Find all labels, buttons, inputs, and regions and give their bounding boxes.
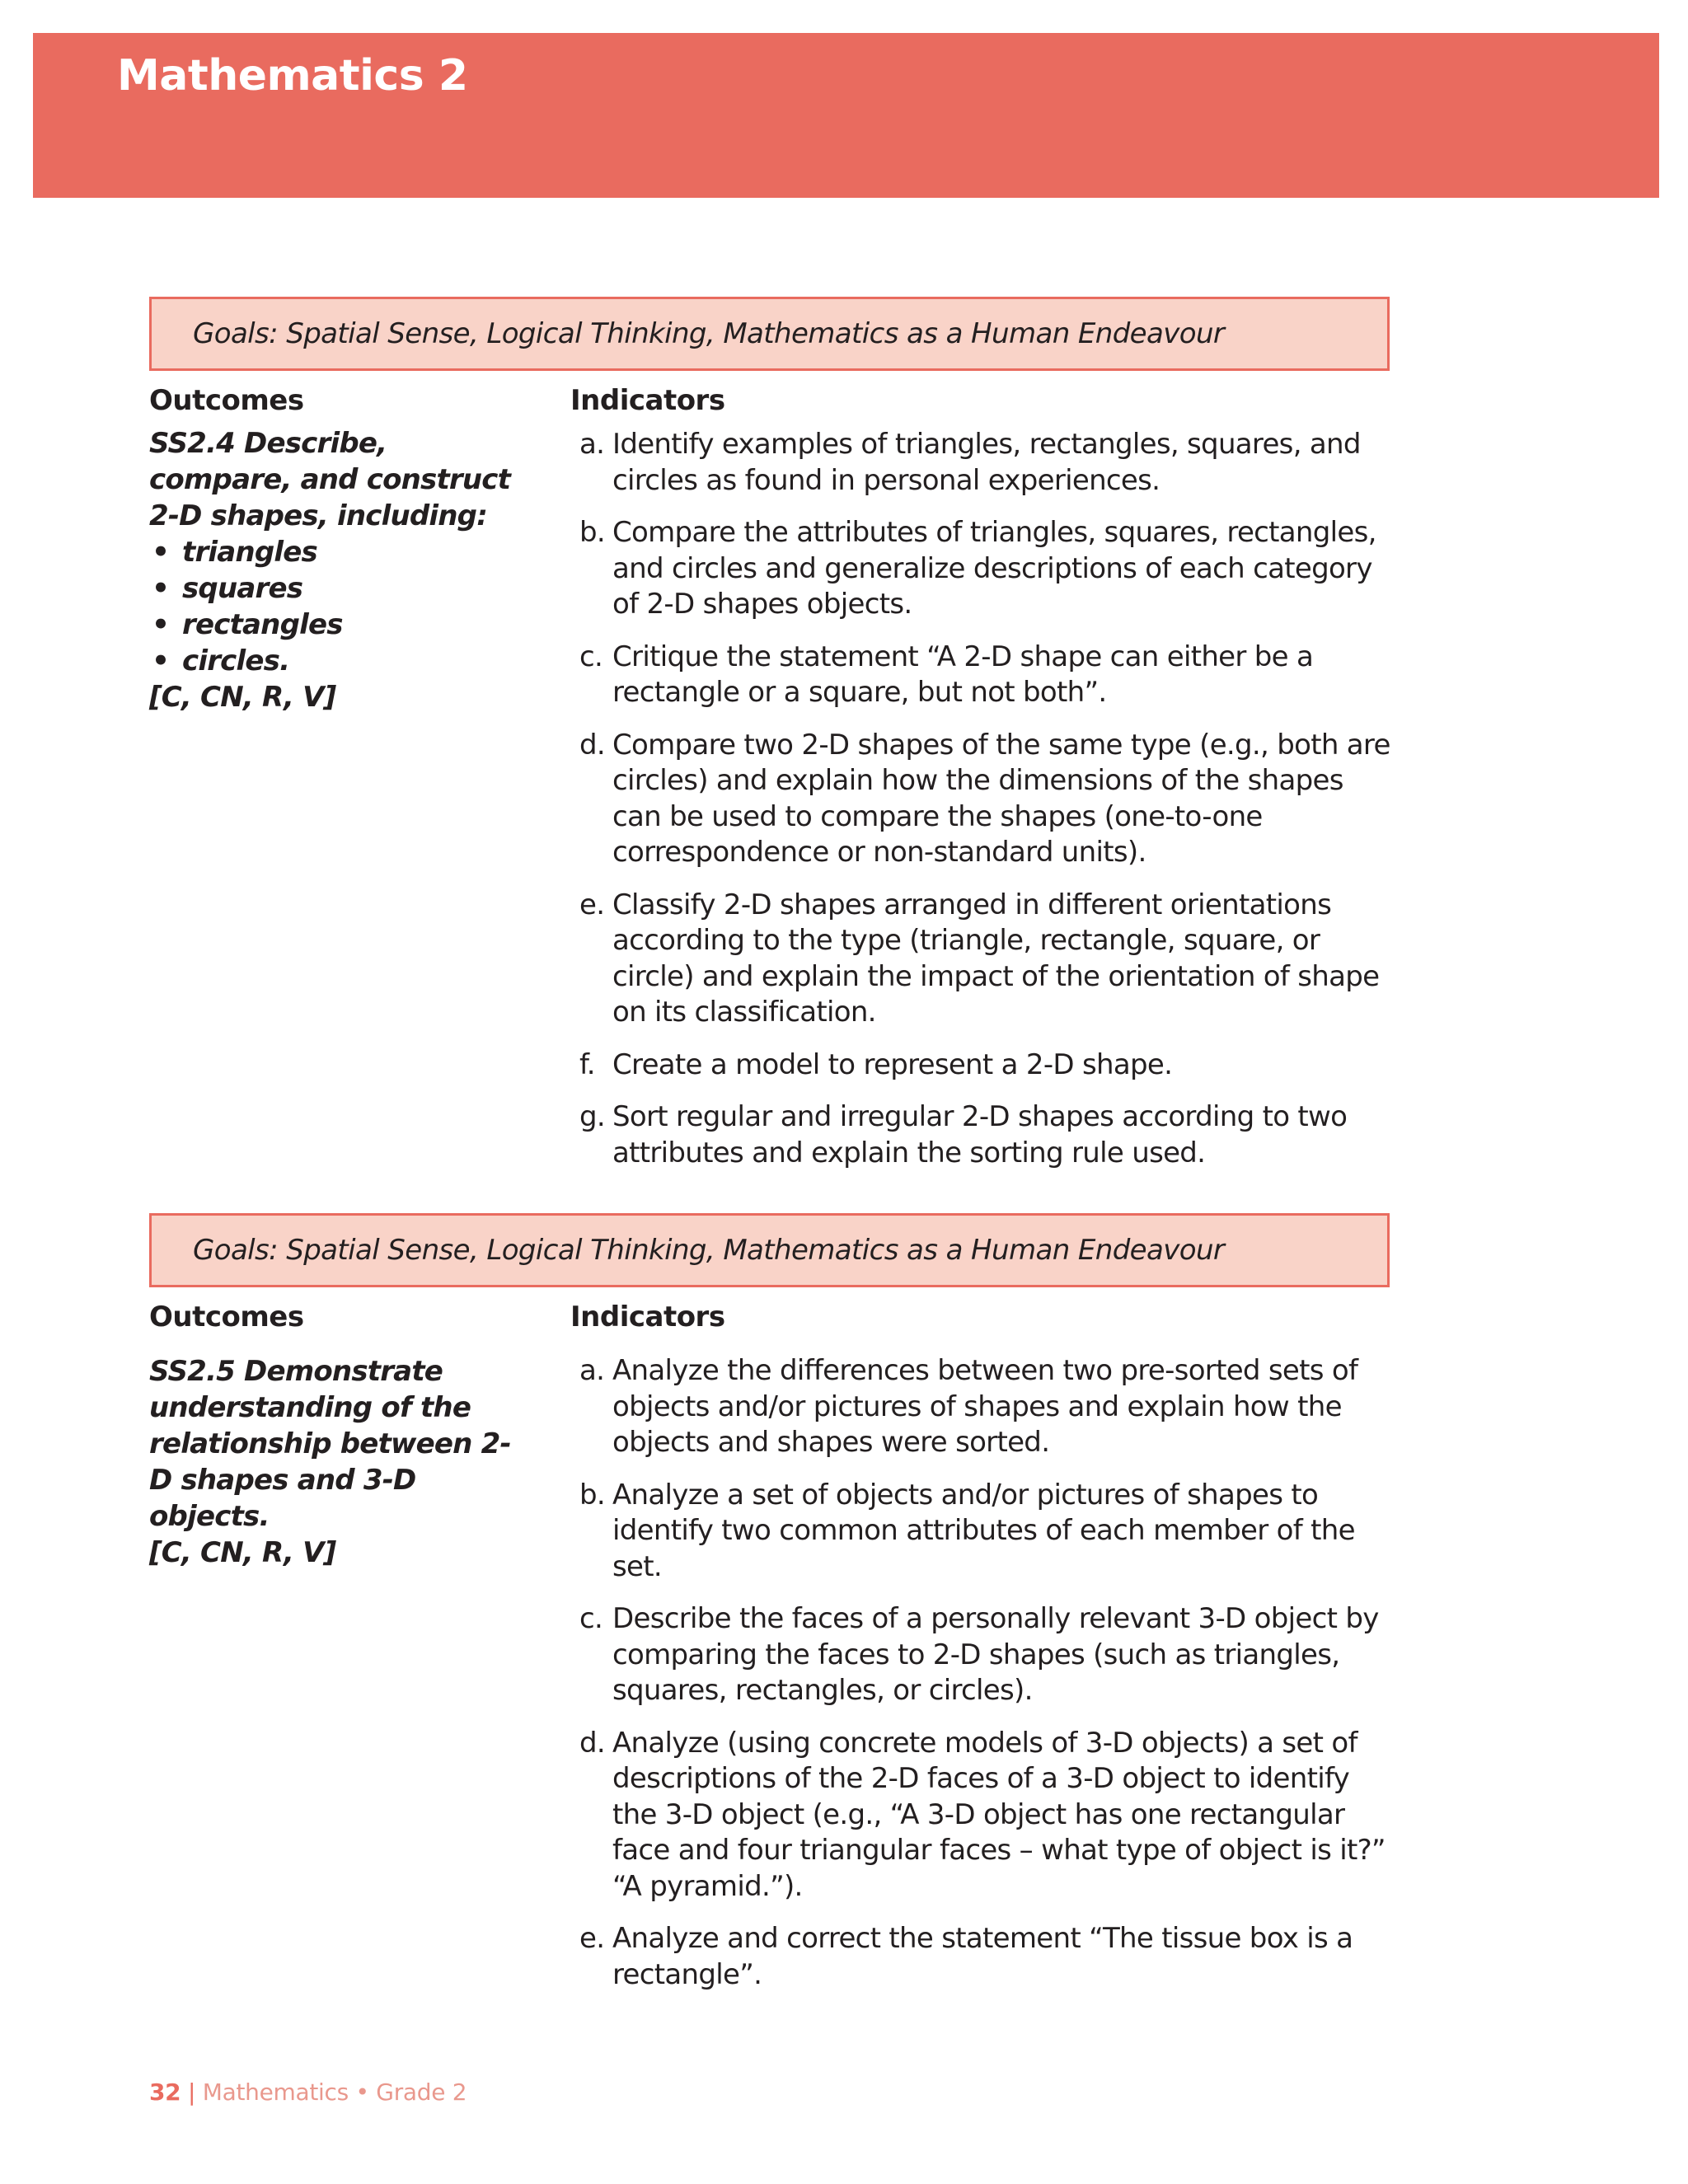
indicator-item [573,515,1397,623]
indicator-text: Identify examples of triangles, rectangles, squares, and circles as found in personal experiences. [612,428,1361,497]
indicator-item [573,888,1397,1031]
indicator-letter: a. [579,428,605,461]
indicator-letter: b. [579,1478,605,1511]
outcome-ss2-4 [149,425,512,715]
indicator-item [573,1099,1397,1171]
indicators-header-2: Indicators [570,1301,725,1333]
indicators-header-1: Indicators [570,384,725,417]
indicator-text: Analyze and correct the statement “The tissue box is a rectangle”. [612,1922,1353,1991]
outcome-ss2-5 [149,1353,512,1571]
indicator-item [573,1353,1397,1461]
indicator-list-1 [573,427,1397,1188]
indicator-item [573,1726,1397,1905]
indicator-letter: b. [579,516,605,549]
indicator-item [573,427,1397,499]
outcome-bullet: • rectangles [149,607,512,643]
outcome-bullet: • circles. [149,643,512,679]
indicator-item [573,1047,1397,1084]
indicator-text: Analyze a set of objects and/or pictures of shapes to identify two common attributes of each member of the set. [612,1478,1355,1583]
indicator-letter: e. [579,1922,605,1955]
indicator-item [573,1921,1397,1993]
page-footer [149,2079,467,2106]
indicator-letter: e. [579,888,605,921]
outcome-code: SS2.5 [149,1355,235,1388]
page-title: Mathematics 2 [117,51,468,101]
indicator-letter: f. [579,1047,595,1081]
outcome-bullet-list [149,534,512,679]
indicator-text: Create a model to represent a 2-D shape. [612,1047,1173,1081]
page-number: 32 [149,2079,181,2106]
indicator-text: Sort regular and irregular 2-D shapes according to two attributes and explain the sorting rule used. [612,1100,1348,1169]
indicator-letter: c. [579,640,603,673]
indicator-text: Critique the statement “A 2-D shape can either be a rectangle or a square, but not both”. [612,640,1314,709]
outcome-bullet: • squares [149,570,512,607]
indicator-item [573,640,1397,711]
outcome-text: Describe, compare, and construct 2-D shapes, including: [149,427,511,532]
goal-text-2: Goals: Spatial Sense, Logical Thinking, Mathematics as a Human Endeavour [193,1234,1225,1267]
goal-box-1 [149,297,1390,371]
indicator-item [573,1478,1397,1586]
outcomes-header-1: Outcomes [149,384,304,417]
indicator-letter: a. [579,1354,605,1387]
indicator-text: Analyze the differences between two pre-sorted sets of objects and/or pictures of shapes and explain how the objects and shapes were sorted. [612,1354,1358,1459]
outcomes-header-2: Outcomes [149,1301,304,1333]
indicator-letter: d. [579,728,605,762]
footer-text: Mathematics • Grade 2 [202,2079,467,2106]
goal-text-1: Goals: Spatial Sense, Logical Thinking, Mathematics as a Human Endeavour [193,317,1225,350]
indicator-text: Classify 2-D shapes arranged in different orientations according to the type (triangle, rectangle, square, or circle) and explain the impact of the orientation of shape on its classification. [612,888,1380,1029]
outcome-tags: [C, CN, R, V] [149,1536,336,1569]
goal-box-2 [149,1213,1390,1287]
indicator-text: Describe the faces of a personally relevant 3-D object by comparing the faces to 2-D shapes (such as triangles, squares, rectangles, or circles). [612,1602,1379,1707]
outcome-bullet: • triangles [149,534,512,570]
indicator-text: Analyze (using concrete models of 3-D objects) a set of descriptions of the 2-D faces of a 3-D object to identify the 3-D object (e.g., “A 3-D object has one rectangular face and four triangular faces – what type of object is it?” “A pyramid.”). [612,1726,1386,1903]
indicator-item [573,1601,1397,1709]
indicator-text: Compare the attributes of triangles, squares, rectangles, and circles and generalize descriptions of each category of 2-D shapes objects. [612,516,1376,621]
outcome-text: Demonstrate understanding of the relationship between 2-D shapes and 3-D objects. [149,1355,511,1533]
indicator-list-2 [573,1353,1397,2009]
indicator-text: Compare two 2-D shapes of the same type (e.g., both are circles) and explain how the dimensions of the shapes can be used to compare the shapes (one-to-one correspondence or non-standard units). [612,728,1390,869]
outcome-code: SS2.4 [149,427,235,460]
indicator-letter: g. [579,1100,605,1133]
footer-separator: | [187,2079,196,2106]
indicator-letter: d. [579,1726,605,1760]
indicator-item [573,728,1397,871]
indicator-letter: c. [579,1602,603,1635]
outcome-tags: [C, CN, R, V] [149,681,336,714]
